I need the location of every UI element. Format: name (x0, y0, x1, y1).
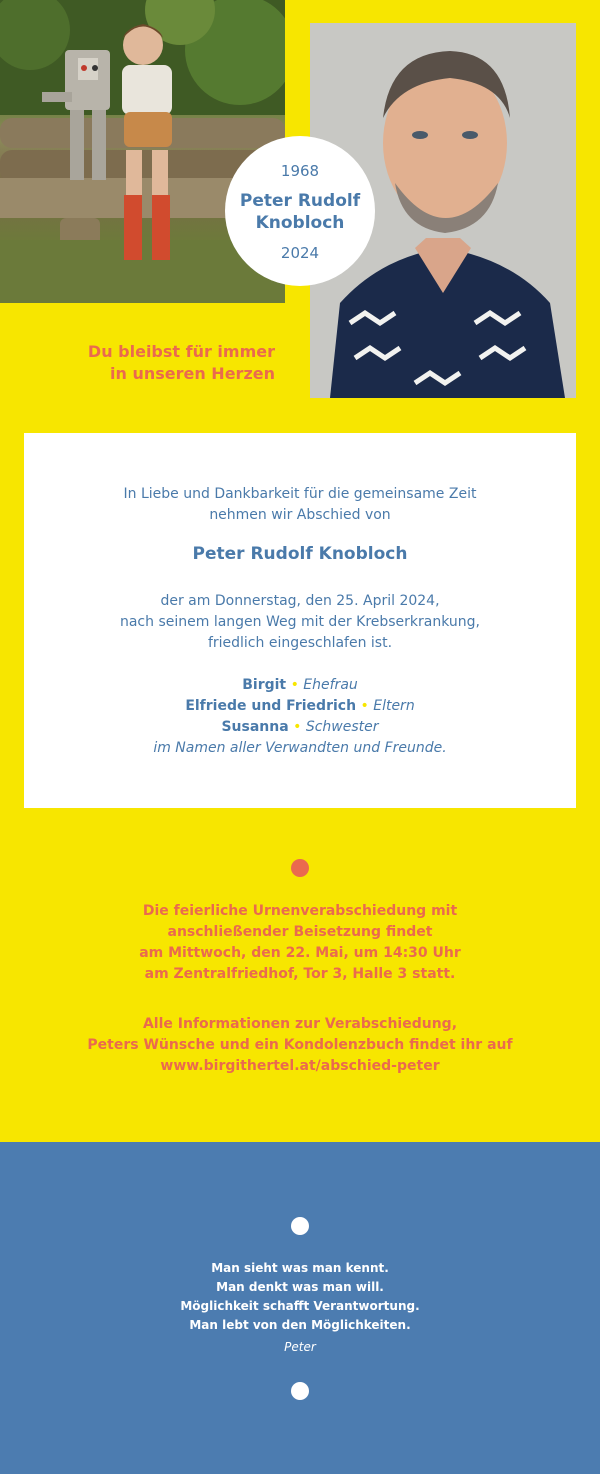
quote-line1: Man sieht was man kennt. (211, 1261, 389, 1275)
tagline (88, 341, 275, 385)
coral-dot-icon (291, 859, 309, 877)
ceremony-section (0, 808, 600, 1142)
death-year: 2024 (280, 244, 320, 262)
deceased-name (225, 190, 375, 234)
family-member-name: Birgit (242, 677, 287, 693)
ceremony-info (0, 901, 600, 985)
name-circle (225, 136, 375, 286)
separator-dot: • (293, 719, 302, 735)
family-list (24, 675, 576, 759)
quote-section (0, 1142, 600, 1474)
family-member-name: Susanna (221, 719, 289, 735)
card-deceased-name: Peter Rudolf Knobloch (192, 544, 408, 564)
family-member (24, 717, 576, 738)
quote-text (0, 1259, 600, 1335)
family-member (24, 675, 576, 696)
ceremony-line4: am Zentralfriedhof, Tor 3, Halle 3 statt. (144, 966, 456, 982)
info-text (0, 1014, 600, 1077)
birth-year: 1968 (280, 162, 320, 180)
quote-signature: Peter (284, 1340, 316, 1354)
memorial-link[interactable]: www.birgithertel.at/abschied-peter (160, 1058, 440, 1074)
quote-line2: Man denkt was man will. (216, 1280, 384, 1294)
ceremony-line2: anschließender Beisetzung findet (167, 924, 433, 940)
intro-line2: nehmen wir Abschied von (209, 507, 391, 523)
family-member (24, 696, 576, 717)
intro-line1: In Liebe und Dankbarkeit für die gemeinsame Zeit (123, 486, 477, 502)
deceased-name-line2: Knobloch (255, 213, 345, 233)
announcement-card (24, 433, 576, 808)
quote-line4: Man lebt von den Möglichkeiten. (189, 1318, 411, 1332)
white-dot-icon (291, 1217, 309, 1235)
white-dot-icon (291, 1382, 309, 1400)
ceremony-line3: am Mittwoch, den 22. Mai, um 14:30 Uhr (139, 945, 461, 961)
intro-text (24, 484, 576, 526)
detail-line1: der am Donnerstag, den 25. April 2024, (160, 593, 440, 609)
header-section (0, 0, 600, 432)
family-member-relation: Eltern (373, 698, 415, 714)
family-member-relation: Ehefrau (303, 677, 358, 693)
detail-line2: nach seinem langen Weg mit der Krebserkrankung, (119, 614, 481, 630)
tagline-line2: in unseren Herzen (110, 364, 275, 383)
separator-dot: • (360, 698, 369, 714)
family-closing: im Namen aller Verwandten und Freunde. (153, 740, 447, 756)
ceremony-line1: Die feierliche Urnenverabschiedung mit (142, 903, 458, 919)
info-line1: Alle Informationen zur Verabschiedung, (142, 1016, 458, 1032)
family-member-name: Elfriede und Friedrich (185, 698, 357, 714)
detail-line3: friedlich eingeschlafen ist. (207, 635, 393, 651)
separator-dot: • (290, 677, 299, 693)
info-line2: Peters Wünsche und ein Kondolenzbuch findet ihr auf (87, 1037, 513, 1053)
quote-line3: Möglichkeit schafft Verantwortung. (180, 1299, 420, 1313)
family-member-relation: Schwester (305, 719, 379, 735)
tagline-line1: Du bleibst für immer (87, 342, 275, 361)
death-details (24, 591, 576, 654)
deceased-name-line1: Peter Rudolf (239, 191, 361, 211)
